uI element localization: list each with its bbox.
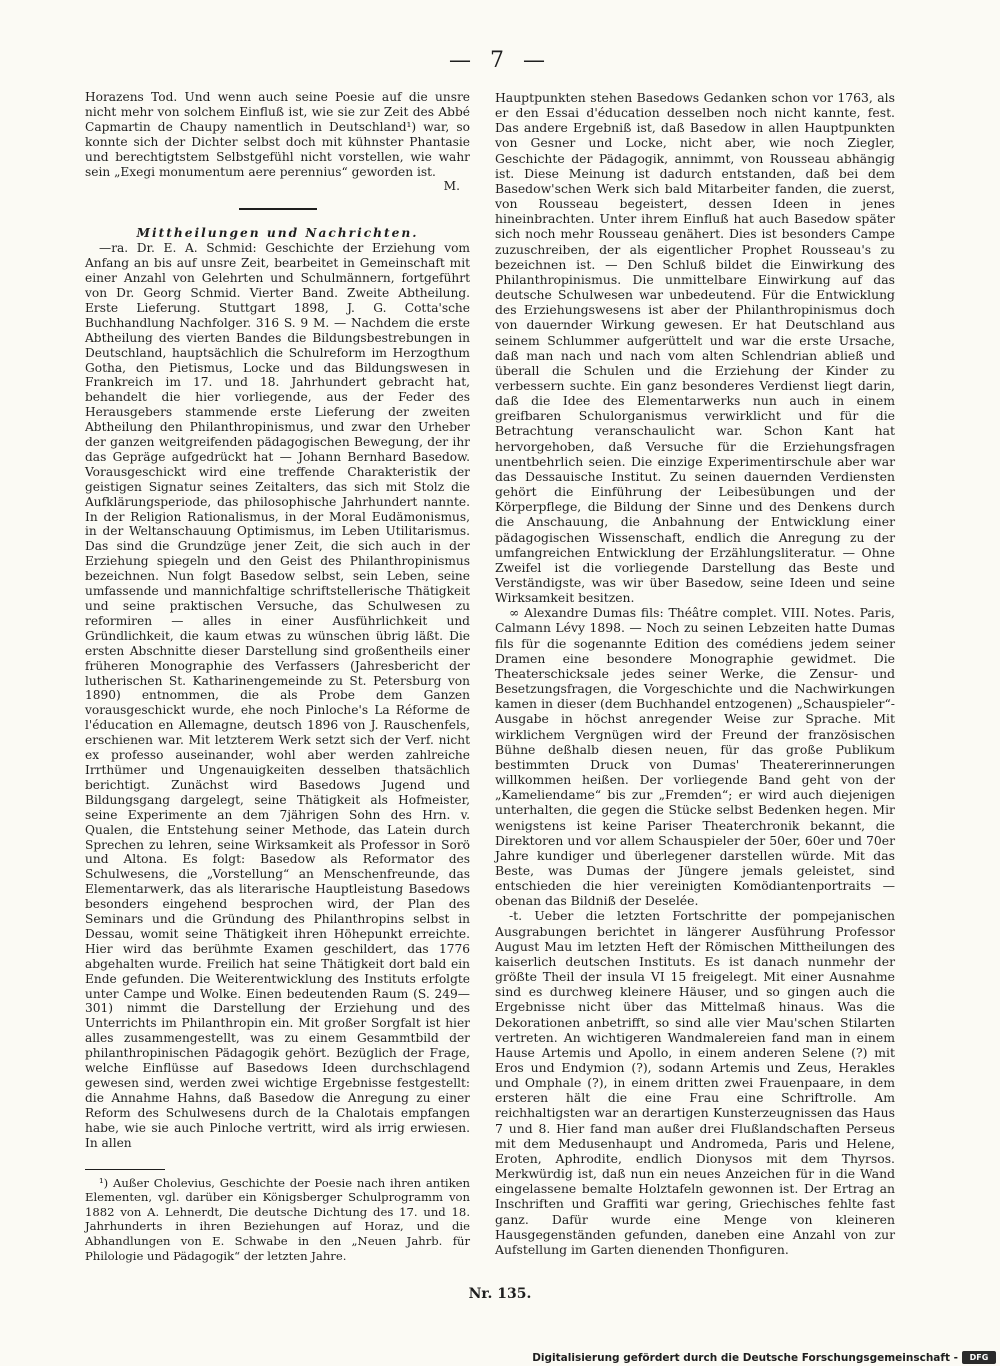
page-number: — 7 — [449,48,551,73]
dfg-logo-icon: DFG [962,1351,996,1364]
digitization-footer [0,1354,1000,1366]
right-column [495,90,895,1257]
section-divider [239,208,317,210]
review-basedow-continued: Hauptpunkten stehen Basedows Gedanken schon vor 1763, als er den Essai d'éducation desselben noch nicht kannte, fest. Das andere Ergebniß ist, daß Basedow in allen Hauptpunkten von Gesner und Locke, nicht aber, wie noch Ziegler, Geschichte der Pädagogik, annimmt, von Rousseau abhängig ist. Diese Meinung ist dadurch entstanden, daß bei dem Basedow'schen Werk sich bald Mitarbeiter fanden, die zuerst, von Rousseau begeistert, dessen Ideen in jenes hineinbrachten. Unter ihrem Einfluß hat auch Basedow später sich noch mehr Rousseau genähert. Dies ist besonders Campe zuzuschreiben, der als eigentlicher Prophet Rousseau's zu bezeichnen ist. — Den Schluß bildet die Einwirkung des Philanthropinismus. Die unmittelbare Einwirkung auf das deutsche Schulwesen war unbedeutend. Für die Entwicklung des Erziehungswesens ist aber der Philanthropinismus doch von dauernder Wirkung gewesen. Er hat Deutschland aus seinem Schlummer aufgerüttelt und war die erste Ursache, daß man nach und nach vom alten Schlendrian abließ und überall die Schulen und die Erziehung der Kinder zu verbessern suchte. Ein ganz besonderes Verdienst liegt darin, daß die Idee des Elementarwerks nun auch in einem greifbaren Schulorganismus verwirklicht und für die Betrachtung veranschaulicht war. Schon Kant hat hervorgehoben, daß Versuche für die Erziehungsfragen unentbehrlich seien. Die einzige Experimentirschule aber war das Dessauische Institut. Zu seinen dauernden Verdiensten gehört die Einführung der Leibesübungen und der Körperpflege, die Bildung der Sinne und des Denkens durch die Anschauung, die Anbahnung der Entwicklung einer pädagogischen Wissenschaft, endlich die Anregung zu der umfangreichen Entwicklung der Erzählungsliteratur. — Ohne Zweifel ist die vorliegende Darstellung das Beste und Verständigste, was wir über Basedow, seine Ideen und seine Wirksamkeit besitzen. [495,90,895,606]
review-basedow: —ra. Dr. E. A. Schmid: Geschichte der Erziehung vom Anfang an bis auf unsre Zeit, bearbeitet in Gemeinschaft mit einer Anzahl von Gelehrten und Schulmännern, fortgeführt von Dr. Georg Schmid. Vierter Band. Zweite Abtheilung. Erste Lieferung. Stuttgart 1898, J. G. Cotta'sche Buchhandlung Nachfolger. 316 S. 9 M. — Nachdem die erste Abtheilung des vierten Bandes die Bildungsbestrebungen in Deutschland, hauptsächlich die Schulreform im Herzogthum Gotha, den Pietismus, Locke und das Bildungswesen in Frankreich im 17. und 18. Jahrhundert gebracht hat, behandelt die hier vorliegende, aus der Feder des Herausgebers stammende erste Lieferung der zweiten Abtheilung den Philanthropinismus, und zwar den Urheber der ganzen weitgreifenden pädagogischen Bewegung, der ihr das Gepräge aufgedrückt hat — Johann Bernhard Basedow. Vorausgeschickt wird eine treffende Charakteristik der geistigen Signatur seines Zeitalters, das sich mit Stolz die Aufklärungsperiode, das philosophische Jahrhundert nannte. In der Religion Rationalismus, in der Moral Eudämonismus, in der Weltanschauung Optimismus, im Leben Utilitarismus. Das sind die Grundzüge jener Zeit, die sich auch in der Erziehung spiegeln und den Geist des Philanthropinismus bezeichnen. Nun folgt Basedow selbst, sein Leben, seine umfassende und mannichfaltige schriftstellerische Thätigkeit und seine praktischen Versuche, das Schulwesen zu reformiren — alles in einer Ausführlichkeit und Gründlichkeit, die kaum etwas zu wünschen übrig läßt. Die ersten Abschnitte dieser Darstellung sind großentheils einer früheren Monographie des Verfassers (Jahresbericht der lutherischen St. Katharinengemeinde zu St. Petersburg von 1890) entnommen, die als Probe dem Ganzen vorausgeschickt wurde, ehe noch Pinloche's La Réforme de l'éducation en Allemagne, deutsch 1896 von J. Rauschenfels, erschienen war. Mit letzterem Werk setzt sich der Verf. nicht ex professo auseinander, wohl aber werden zahlreiche Irrthümer und Ungenauigkeiten desselben thatsächlich berichtigt. Zunächst wird Basedows Jugend und Bildungsgang dargelegt, seine Thätigkeit als Hofmeister, seine Experimente an dem 7jährigen Sohn des Hrn. v. Qualen, die Entstehung seiner Methode, das Latein durch Sprechen zu lehren, seine Wirksamkeit als Professor in Sorö und Altona. Es folgt: Basedow als Reformator des Schulwesens, die „Vorstellung“ an Menschenfreunde, das Elementarwerk, das als literarische Hauptleistung Basedows besonders eingehend besprochen wird, der Plan des Seminars und die Gründung des Philanthropins selbst in Dessau, womit seine Thätigkeit ihren Höhepunkt erreichte. Hier wird das berühmte Examen geschildert, das 1776 abgehalten wurde. Freilich hat seine Thätigkeit dort bald ein Ende gefunden. Die Weiterentwicklung des Instituts erfolgte unter Campe und Wolke. Einen bedeutenden Raum (S. 249—301) nimmt die Darstellung der Erziehung und des Unterrichts im Philanthropin ein. Mit großer Sorgfalt ist hier alles zusammengestellt, was zu einem Gesammtbild der philanthropinischen Pädagogik gehört. Bezüglich der Frage, welche Einflüsse auf Basedows Ideen durchschlagend gewesen sind, werden zwei wichtige Ergebnisse festgestellt: die Annahme Hahns, daß Basedow die Anregung zu einer Reform des Schulwesens durch de la Chalotais empfangen habe, wie sie auch Pinloche vertritt, wird als irrig erwiesen. In allen [85,241,470,1150]
footnote: ¹) Außer Cholevius, Geschichte der Poesie nach ihren antiken Elementen, vgl. darüber ein Königsberger Schulprogramm von 1882 von A. Lehnerdt, Die deutsche Dichtung des 17. und 18. Jahrhunderts in ihren Beziehungen auf Horaz, und die Abhandlungen von E. Schwabe in den „Neuen Jahrb. für Philologie und Pädagogik“ der letzten Jahre. [85,1175,470,1263]
left-column [85,90,470,1263]
issue-number: Nr. 135. [468,1286,532,1302]
horace-article-end: Horazens Tod. Und wenn auch seine Poesie auf die unsre nicht mehr von solchem Einfluß ist, wie sie zur Zeit des Abbé Capmartin de Chaupy namentlich in Deutschland¹) war, so konnte sich der Dichter selbst doch mit kühnster Phantasie und berechtigtstem Selbstgefühl nicht vorstellen, wie wahr sein „Exegi monumentum aere perennius“ geworden ist. [85,90,470,179]
author-signature: M. [443,179,460,194]
footnote-divider [85,1169,165,1170]
section-heading: Mittheilungen und Nachrichten. [136,226,419,241]
report-pompeii: -t. Ueber die letzten Fortschritte der pompejanischen Ausgrabungen berichtet in längerer Ausführung Professor August Mau im letzten Heft der Römischen Mittheilungen des kaiserlich deutschen Instituts. Es ist danach nunmehr der größte Theil der insula VI 15 freigelegt. Mit einer Ausnahme sind es durchweg kleinere Häuser, und so gingen auch die Ergebnisse nicht über das Mittelmaß hinaus. Was die Dekorationen anbetrifft, so sind alle vier Mau'schen Stilarten vertreten. An wichtigeren Wandmalereien fand man in einem Hause Artemis und Apollo, in einem anderen Selene (?) mit Eros und Endymion (?), sodann Artemis und Zeus, Herakles und Omphale (?), in einem dritten zwei Frauenpaare, in dem ersteren hält die eine Frau eine Schriftrolle. Am reichhaltigsten war an derartigen Kunsterzeugnissen das Haus 7 und 8. Hier fand man außer drei Flußlandschaften Perseus mit dem Medusenhaupt und Andromeda, Paris und Helene, Eroten, Aphrodite, endlich Dionysos mit dem Thyrsos. Merkwürdig ist, daß nun ein neues Anzeichen für in die Wand eingelassene bemalte Holztafeln gewonnen ist. Der Ertrag an Inschriften und Graffiti war gering, Griechisches fehlte fast ganz. Dafür wurde eine Menge von kleineren Hausgegenständen gefunden, daneben eine Anzahl von zur Aufstellung im Garten dienenden Thonfiguren. [495,908,895,1257]
funding-credit: Digitalisierung gefördert durch die Deutsche Forschungsgemeinschaft - [532,1352,958,1364]
review-dumas: ∞ Alexandre Dumas fils: Théâtre complet. VIII. Notes. Paris, Calmann Lévy 1898. — Noch zu seinen Lebzeiten hatte Dumas fils für die sogenannte Edition des comédiens jedem seiner Dramen eine besondere Monographie gewidmet. Die Theaterschicksale jedes seiner Werke, die Zensur- und Besetzungsfragen, die Vorgeschichte und die Nachwirkungen kamen in dieser (dem Buchhandel entzogenen) „Schauspieler“-Ausgabe in höchst anregender Weise zur Sprache. Mit wirklichem Vergnügen wird der Freund der französischen Bühne deßhalb diesen neuen, für das große Publikum bestimmten Druck von Dumas' Theatererinnerungen willkommen heißen. Der vorliegende Band geht von der „Kameliendame“ bis zur „Fremden“; er wird auch diejenigen unterhalten, die gegen die Stücke selbst Bedenken hegen. Mir wenigstens ist keine Pariser Theaterchronik bekannt, die Direktoren und vor allem Schauspieler der 50er, 60er und 70er Jahre kundiger und überlegener darstellen würde. Mit das Beste, was Dumas der Jüngere jemals geleistet, sind entschieden die hier vereinigten Komödiantenportraits — obenan das Bildniß der Deselée. [495,605,895,909]
